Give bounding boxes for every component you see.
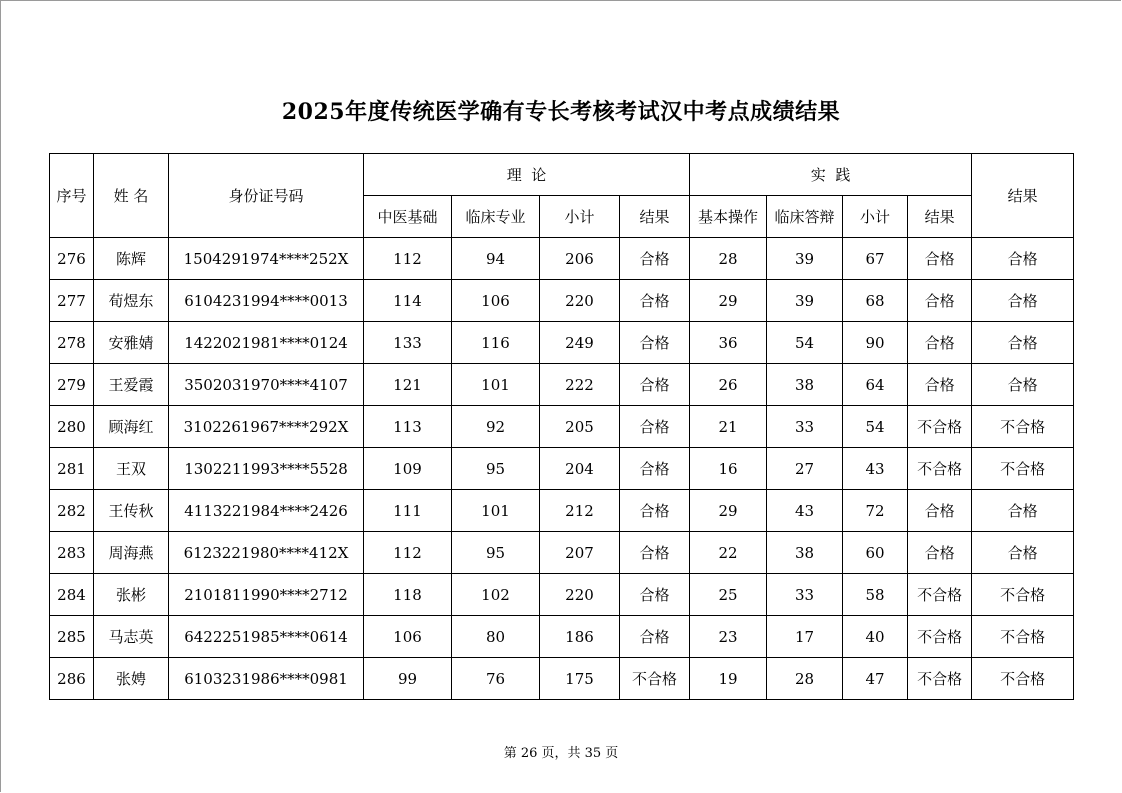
cell-practice-operation: 26	[690, 364, 767, 406]
cell-seq: 280	[50, 406, 94, 448]
cell-final-result: 合格	[972, 238, 1074, 280]
header-theory-clinical: 临床专业	[452, 196, 540, 238]
cell-name: 马志英	[94, 616, 169, 658]
header-result: 结果	[972, 154, 1074, 238]
cell-theory-subtotal: 175	[540, 658, 620, 700]
cell-seq: 282	[50, 490, 94, 532]
cell-seq: 278	[50, 322, 94, 364]
cell-final-result: 不合格	[972, 448, 1074, 490]
cell-practice-result: 合格	[908, 490, 972, 532]
cell-theory-clinical: 101	[452, 364, 540, 406]
cell-name: 周海燕	[94, 532, 169, 574]
cell-theory-result: 合格	[620, 322, 690, 364]
cell-id: 6422251985****0614	[169, 616, 364, 658]
cell-theory-subtotal: 186	[540, 616, 620, 658]
cell-final-result: 合格	[972, 364, 1074, 406]
cell-practice-operation: 36	[690, 322, 767, 364]
table-row	[50, 448, 1074, 490]
cell-practice-defense: 27	[767, 448, 843, 490]
cell-practice-result: 合格	[908, 532, 972, 574]
cell-practice-defense: 38	[767, 532, 843, 574]
cell-id: 3102261967****292X	[169, 406, 364, 448]
cell-theory-basic: 121	[364, 364, 452, 406]
header-practice: 实 践	[690, 154, 972, 196]
cell-practice-operation: 21	[690, 406, 767, 448]
cell-theory-result: 合格	[620, 532, 690, 574]
cell-final-result: 不合格	[972, 574, 1074, 616]
header-row-1	[50, 154, 1074, 196]
cell-theory-basic: 114	[364, 280, 452, 322]
header-theory-basic: 中医基础	[364, 196, 452, 238]
cell-id: 6104231994****0013	[169, 280, 364, 322]
cell-practice-result: 合格	[908, 322, 972, 364]
cell-final-result: 合格	[972, 280, 1074, 322]
cell-theory-basic: 118	[364, 574, 452, 616]
header-practice-operation: 基本操作	[690, 196, 767, 238]
cell-theory-subtotal: 206	[540, 238, 620, 280]
cell-practice-defense: 17	[767, 616, 843, 658]
cell-seq: 281	[50, 448, 94, 490]
results-table	[49, 153, 1074, 700]
cell-practice-defense: 33	[767, 574, 843, 616]
cell-theory-clinical: 106	[452, 280, 540, 322]
cell-seq: 279	[50, 364, 94, 406]
table-body	[50, 238, 1074, 700]
cell-seq: 276	[50, 238, 94, 280]
cell-practice-defense: 38	[767, 364, 843, 406]
cell-theory-subtotal: 220	[540, 280, 620, 322]
cell-practice-result: 合格	[908, 280, 972, 322]
cell-practice-defense: 39	[767, 280, 843, 322]
cell-theory-clinical: 80	[452, 616, 540, 658]
cell-practice-defense: 28	[767, 658, 843, 700]
cell-name: 荀煜东	[94, 280, 169, 322]
cell-id: 1504291974****252X	[169, 238, 364, 280]
cell-practice-subtotal: 90	[843, 322, 908, 364]
cell-theory-basic: 109	[364, 448, 452, 490]
cell-theory-basic: 112	[364, 532, 452, 574]
cell-id: 1302211993****5528	[169, 448, 364, 490]
table-row	[50, 574, 1074, 616]
header-practice-defense: 临床答辩	[767, 196, 843, 238]
cell-seq: 283	[50, 532, 94, 574]
cell-name: 王双	[94, 448, 169, 490]
cell-practice-defense: 54	[767, 322, 843, 364]
cell-practice-result: 不合格	[908, 406, 972, 448]
cell-practice-operation: 19	[690, 658, 767, 700]
header-name: 姓 名	[94, 154, 169, 238]
cell-id: 3502031970****4107	[169, 364, 364, 406]
cell-practice-operation: 29	[690, 490, 767, 532]
cell-id: 1422021981****0124	[169, 322, 364, 364]
header-id: 身份证号码	[169, 154, 364, 238]
cell-name: 顾海红	[94, 406, 169, 448]
cell-theory-subtotal: 207	[540, 532, 620, 574]
page-footer: 第 26 页，共 35 页	[503, 746, 619, 761]
cell-theory-result: 合格	[620, 448, 690, 490]
header-practice-result: 结果	[908, 196, 972, 238]
page-title: 2025年度传统医学确有专长考核考试汉中考点成绩结果	[281, 99, 841, 125]
cell-practice-subtotal: 68	[843, 280, 908, 322]
cell-theory-basic: 106	[364, 616, 452, 658]
cell-practice-defense: 39	[767, 238, 843, 280]
cell-final-result: 合格	[972, 490, 1074, 532]
cell-theory-clinical: 95	[452, 448, 540, 490]
cell-id: 6123221980****412X	[169, 532, 364, 574]
cell-id: 6103231986****0981	[169, 658, 364, 700]
cell-final-result: 合格	[972, 322, 1074, 364]
cell-theory-result: 合格	[620, 238, 690, 280]
cell-practice-defense: 43	[767, 490, 843, 532]
header-theory-result: 结果	[620, 196, 690, 238]
cell-final-result: 不合格	[972, 616, 1074, 658]
cell-seq: 277	[50, 280, 94, 322]
header-practice-subtotal: 小计	[843, 196, 908, 238]
cell-theory-subtotal: 220	[540, 574, 620, 616]
cell-practice-result: 不合格	[908, 658, 972, 700]
cell-theory-clinical: 116	[452, 322, 540, 364]
table-row	[50, 280, 1074, 322]
cell-name: 张彬	[94, 574, 169, 616]
cell-theory-result: 合格	[620, 574, 690, 616]
cell-theory-clinical: 94	[452, 238, 540, 280]
cell-theory-result: 合格	[620, 280, 690, 322]
cell-theory-clinical: 92	[452, 406, 540, 448]
cell-theory-clinical: 101	[452, 490, 540, 532]
table-row	[50, 322, 1074, 364]
cell-id: 2101811990****2712	[169, 574, 364, 616]
cell-practice-operation: 23	[690, 616, 767, 658]
header-theory: 理 论	[364, 154, 690, 196]
table-row	[50, 364, 1074, 406]
cell-practice-defense: 33	[767, 406, 843, 448]
cell-practice-subtotal: 47	[843, 658, 908, 700]
cell-practice-subtotal: 64	[843, 364, 908, 406]
cell-final-result: 合格	[972, 532, 1074, 574]
cell-id: 4113221984****2426	[169, 490, 364, 532]
cell-theory-subtotal: 249	[540, 322, 620, 364]
cell-theory-basic: 113	[364, 406, 452, 448]
cell-theory-clinical: 76	[452, 658, 540, 700]
cell-practice-result: 不合格	[908, 448, 972, 490]
cell-practice-operation: 28	[690, 238, 767, 280]
table-row	[50, 406, 1074, 448]
cell-theory-basic: 111	[364, 490, 452, 532]
cell-theory-subtotal: 212	[540, 490, 620, 532]
cell-theory-result: 不合格	[620, 658, 690, 700]
cell-name: 王爱霞	[94, 364, 169, 406]
cell-practice-result: 不合格	[908, 574, 972, 616]
header-theory-subtotal: 小计	[540, 196, 620, 238]
cell-theory-basic: 133	[364, 322, 452, 364]
cell-theory-result: 合格	[620, 406, 690, 448]
table-row	[50, 658, 1074, 700]
cell-practice-operation: 16	[690, 448, 767, 490]
table-row	[50, 616, 1074, 658]
cell-seq: 284	[50, 574, 94, 616]
cell-final-result: 不合格	[972, 658, 1074, 700]
cell-practice-subtotal: 43	[843, 448, 908, 490]
cell-theory-clinical: 95	[452, 532, 540, 574]
cell-name: 张娉	[94, 658, 169, 700]
cell-theory-subtotal: 204	[540, 448, 620, 490]
cell-name: 安雅婧	[94, 322, 169, 364]
cell-theory-clinical: 102	[452, 574, 540, 616]
cell-theory-result: 合格	[620, 364, 690, 406]
cell-seq: 286	[50, 658, 94, 700]
cell-practice-subtotal: 67	[843, 238, 908, 280]
header-seq: 序号	[50, 154, 94, 238]
cell-theory-basic: 99	[364, 658, 452, 700]
cell-practice-subtotal: 60	[843, 532, 908, 574]
table-row	[50, 532, 1074, 574]
cell-name: 王传秋	[94, 490, 169, 532]
cell-final-result: 不合格	[972, 406, 1074, 448]
cell-practice-result: 合格	[908, 238, 972, 280]
cell-practice-subtotal: 54	[843, 406, 908, 448]
cell-practice-operation: 25	[690, 574, 767, 616]
cell-practice-subtotal: 40	[843, 616, 908, 658]
cell-practice-operation: 29	[690, 280, 767, 322]
cell-practice-result: 不合格	[908, 616, 972, 658]
cell-theory-subtotal: 222	[540, 364, 620, 406]
cell-name: 陈辉	[94, 238, 169, 280]
cell-theory-result: 合格	[620, 490, 690, 532]
cell-practice-subtotal: 72	[843, 490, 908, 532]
cell-theory-basic: 112	[364, 238, 452, 280]
cell-practice-operation: 22	[690, 532, 767, 574]
cell-theory-result: 合格	[620, 616, 690, 658]
table-row	[50, 238, 1074, 280]
cell-practice-result: 合格	[908, 364, 972, 406]
cell-practice-subtotal: 58	[843, 574, 908, 616]
cell-theory-subtotal: 205	[540, 406, 620, 448]
table-row	[50, 490, 1074, 532]
cell-seq: 285	[50, 616, 94, 658]
